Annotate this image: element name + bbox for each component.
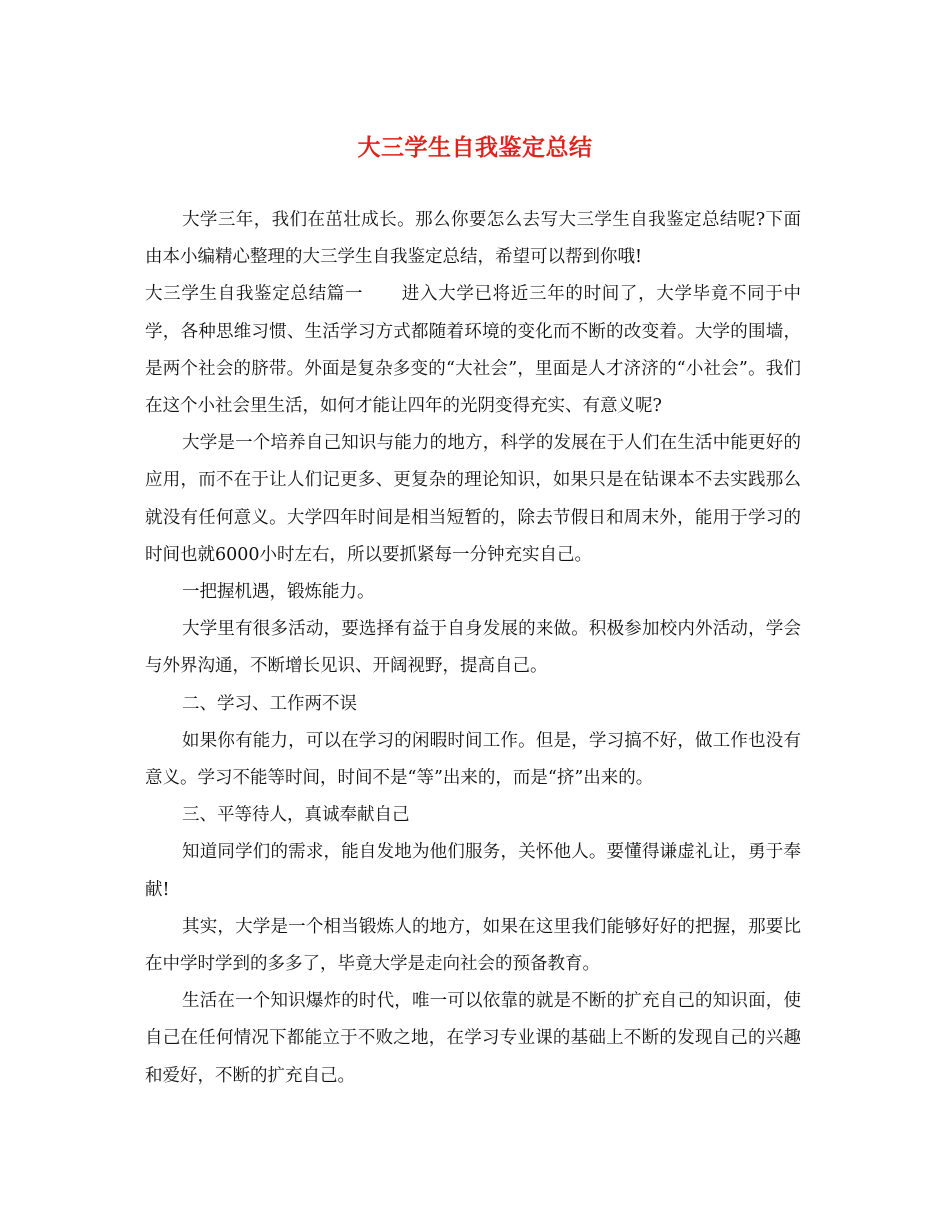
paragraph: 大学里有很多活动，要选择有益于自身发展的来做。积极参加校内外活动，学会与外界沟通，不断增长见识、开阔视野，提高自己。	[145, 619, 801, 677]
paragraph: 大学是一个培养自己知识与能力的地方，科学的发展在于人们在生活中能更好的应用，而不在于让人们记更多、更复杂的理论知识，如果只是在钻课本不去实践那么就没有任何意义。大学四年时间是相当短暂的，除去节假日和周末外，能用于学习的时间也就6000小时左右，所以要抓紧每一分钟充实自己。	[145, 433, 801, 565]
document-body	[145, 202, 801, 1095]
subheading: 三、平等待人，真诚奉献自己	[182, 805, 410, 826]
paragraph: 生活在一个知识爆炸的时代，唯一可以依靠的就是不断的扩充自己的知识面，使自己在任何情况下都能立于不败之地，在学习专业课的基础上不断的发现自己的兴趣和爱好，不断的扩充自己。	[145, 991, 801, 1086]
document-title: 大三学生自我鉴定总结	[357, 134, 593, 161]
section-paragraph	[145, 276, 801, 425]
section-text: 进入大学已将近三年的时间了，大学毕竟不同于中学，各种思维习惯、生活学习方式都随着环境的变化而不断的改变着。大学的围墙，是两个社会的脐带。外面是复杂多变的“大社会”，里面是人才济济的“小社会”。我们在这个小社会里生活，如何才能让四年的光阴变得充实、有意义呢?	[145, 284, 802, 417]
subheading: 一把握机遇，锻炼能力。	[182, 582, 375, 603]
paragraph: 如果你有能力，可以在学习的闲暇时间工作。但是，学习搞不好，做工作也没有意义。学习不能等时间，时间不是“等”出来的，而是“挤”出来的。	[145, 730, 801, 789]
intro-paragraph: 大学三年，我们在茁壮成长。那么你要怎么去写大三学生自我鉴定总结呢?下面由本小编精心整理的大三学生自我鉴定总结，希望可以帮到你哦!	[145, 210, 801, 268]
paragraph: 知道同学们的需求，能自发地为他们服务，关怀他人。要懂得谦虚礼让，勇于奉献!	[145, 842, 801, 900]
paragraph: 其实，大学是一个相当锻炼人的地方，如果在这里我们能够好好的把握，那要比在中学时学到的多多了，毕竟大学是走向社会的预备教育。	[145, 916, 801, 975]
section-heading: 大三学生自我鉴定总结篇一	[145, 284, 364, 305]
subheading: 二、学习、工作两不误	[182, 693, 357, 714]
